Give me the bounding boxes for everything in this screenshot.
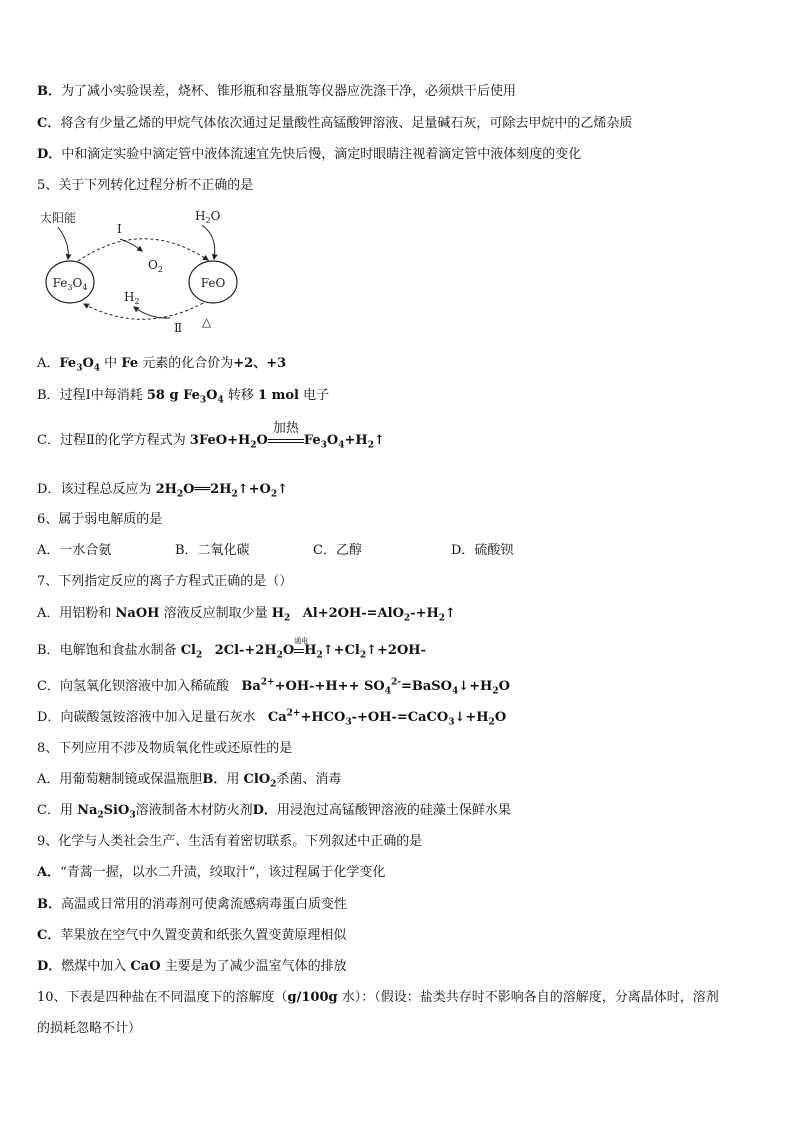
q5-stem: 5、关于下列转化过程分析不正确的是 xyxy=(37,178,254,193)
q7-option-b: B．电解饱和食盐水制备 $Cl_2$ $2Cl-+2H_2O$ 通电 $H_2↑+Cl_2↑+2OH-$ xyxy=(37,637,426,661)
hydrogen-label: $H_2$ xyxy=(124,290,140,306)
solar-energy-label: 太阳能 xyxy=(40,211,77,225)
q10-stem-line1: 10、下表是四种盐在不同温度下的溶解度（g/100g 水）：（假设：盐类共存时不影响各自的溶解度，分离晶体时，溶剂 xyxy=(37,990,719,1005)
q6-option-c: C．乙醇 xyxy=(313,543,362,558)
q5-option-c: C．过程Ⅱ的化学方程式为 $3FeO+H_2O$ 加热 $Fe_3O_4+H_2↑$ xyxy=(37,421,385,451)
q8-options-cd: C．用 $Na_2SiO_3$溶液制备木材防火剂D．用浸泡过高锰酸钾溶液的硅藻土保鲜水果 xyxy=(37,803,511,821)
q5-cycle-diagram xyxy=(38,205,253,335)
electrolysis-condition: 通电 xyxy=(294,643,304,659)
process-i-arrow xyxy=(78,239,208,261)
q5-option-b: B．过程Ⅰ中每消耗 58 g $Fe_3O_4$ 转移 1 mol 电子 xyxy=(37,388,330,406)
q8-options-ab: A．用葡萄糖制镜或保温瓶胆B．用 ClO$_2$杀菌、消毒 xyxy=(37,772,342,790)
q9-option-a: A．“青蒿一握，以水二升渍，绞取汁”，该过程属于化学变化 xyxy=(37,865,386,880)
heating-condition: 加热 xyxy=(268,433,304,449)
q5-option-a: A．$Fe_3O_4$ 中 Fe 元素的化合价为+2、+3 xyxy=(37,356,287,374)
q4-option-c: C．将含有少量乙烯的甲烷气体依次通过足量酸性高锰酸钾溶液、足量碱石灰，可除去甲烷中的乙烯杂质 xyxy=(37,116,633,131)
fe3o4-label: $Fe_3O_4$ xyxy=(52,276,88,292)
feo-label: FeO xyxy=(200,276,226,290)
oxygen-label: $O_2$ xyxy=(148,258,163,274)
process-ii-arrow xyxy=(84,303,203,319)
q4-option-b: B．为了减小实验误差，烧杯、锥形瓶和容量瓶等仪器应洗涤干净，必须烘干后使用 xyxy=(37,84,517,99)
q9-stem: 9、化学与人类社会生产、生活有着密切联系。下列叙述中正确的是 xyxy=(37,834,423,849)
q5-option-d: D．该过程总反应为 $2H_2O══2H_2↑+O_2↑$ xyxy=(37,482,289,500)
q6-stem: 6、属于弱电解质的是 xyxy=(37,512,163,527)
q9-option-c: C．苹果放在空气中久置变黄和纸张久置变黄原理相似 xyxy=(37,928,347,943)
q4-option-d: D．中和滴定实验中滴定管中液体流速宜先快后慢，滴定时眼睛注视着滴定管中液体刻度的变化 xyxy=(37,147,582,162)
q7-option-c: C．向氢氧化钡溶液中加入稀硫酸 $Ba^{2+}+OH-+H++$ $SO_4^{2-}=BaSO_4↓+H_2O$ xyxy=(37,677,510,697)
q6-option-b: B．二氧化碳 xyxy=(175,543,250,558)
q7-option-a: A．用铝粉和 NaOH 溶液反应制取少量 $H_2$ $Al+2OH-=AlO_2-+H_2↑$ xyxy=(37,606,456,624)
q6-option-a: A．一水合氨 xyxy=(37,543,112,558)
step-i-label: I xyxy=(117,222,122,236)
step-ii-label: Ⅱ xyxy=(174,321,183,335)
q7-option-d: D．向碳酸氢铵溶液中加入足量石灰水 $Ca^{2+}+HCO_3-+OH-=CaCO_3↓+H_2O$ xyxy=(37,708,507,728)
heat-symbol: △ xyxy=(202,315,212,329)
q6-options xyxy=(37,543,757,559)
q9-option-d: D．燃煤中加入 CaO 主要是为了减少温室气体的排放 xyxy=(37,959,347,974)
q8-option-a: A．用葡萄糖制镜或保温瓶胆 xyxy=(37,772,203,787)
water-label: $H_2O$ xyxy=(195,209,221,225)
q7-stem: 7、下列指定反应的离子方程式正确的是（） xyxy=(37,574,293,589)
q8-stem: 8、下列应用不涉及物质氧化性或还原性的是 xyxy=(37,741,293,756)
q6-option-d: D．硫酸钡 xyxy=(451,543,514,558)
q9-option-b: B．高温或日常用的消毒剂可使禽流感病毒蛋白质变性 xyxy=(37,897,348,912)
q10-stem-line2: 的损耗忽略不计） xyxy=(37,1021,142,1036)
